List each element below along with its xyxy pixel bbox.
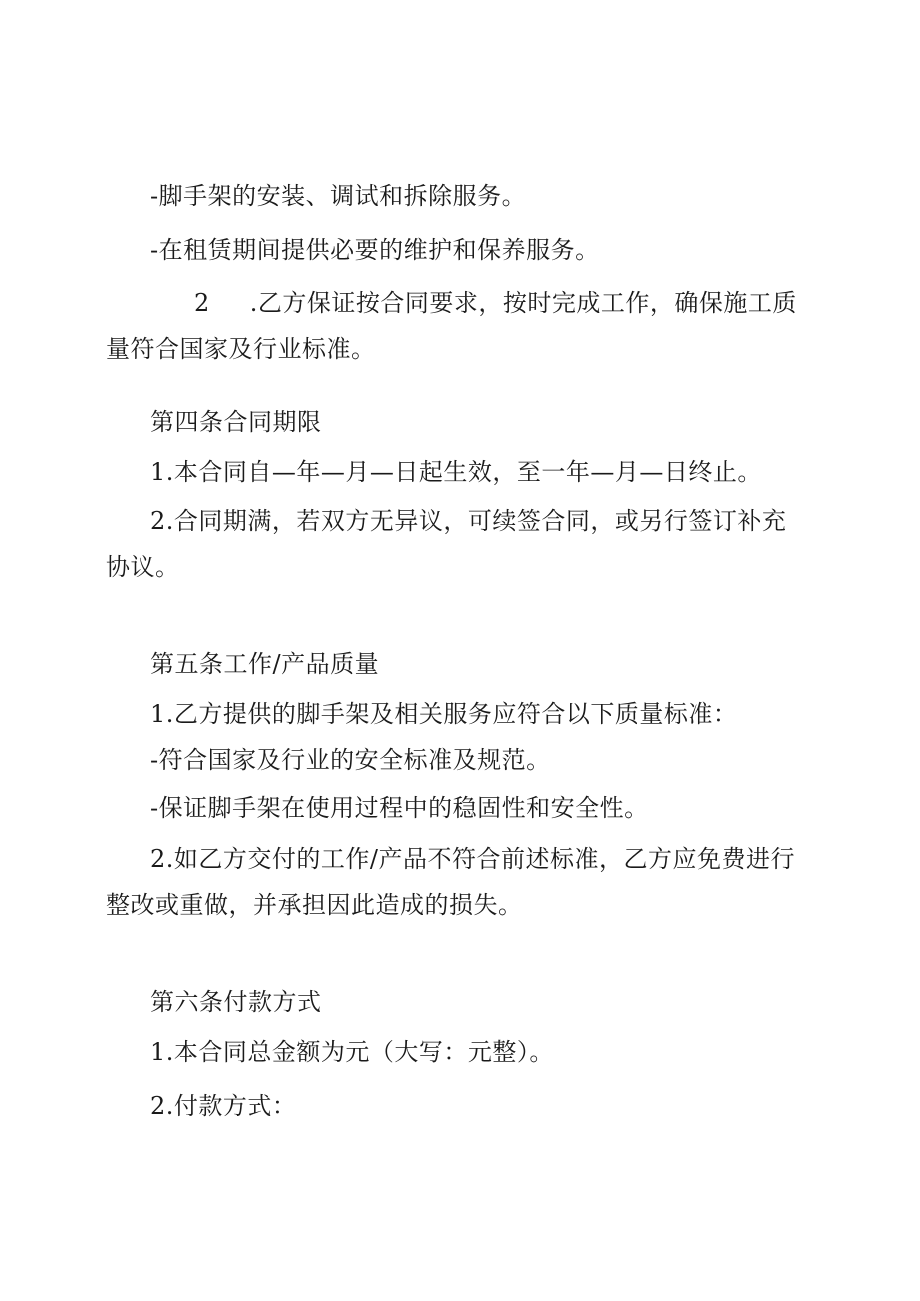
- article-5-item-1: 1.乙方提供的脚手架及相关服务应符合以下质量标准：: [150, 700, 738, 728]
- article-4-item-1: 1.本合同自—年—月—日起生效，至一年—月—日终止。: [150, 458, 762, 486]
- service-item-maintenance: -在租赁期间提供必要的维护和保养服务。: [150, 236, 600, 264]
- article-6-item-1: 1.本合同总金额为元（大写：元整）。: [150, 1038, 554, 1066]
- article-4-heading: 第四条合同期限: [150, 408, 322, 436]
- article-4-item-2: 2.合同期满，若双方无异议，可续签合同，或另行签订补充协议。: [106, 507, 787, 581]
- clause-3-item-2-number: 2: [194, 289, 210, 317]
- article-6-heading: 第六条付款方式: [150, 988, 322, 1016]
- article-5-item-2: 2.如乙方交付的工作/产品不符合前述标准，乙方应免费进行整改或重做，并承担因此造成的损失。: [106, 845, 795, 919]
- article-5-bullet-2: -保证脚手架在使用过程中的稳固性和安全性。: [150, 794, 649, 822]
- clause-3-item-2: [106, 280, 806, 372]
- article-5-bullet-1: -符合国家及行业的安全标准及规范。: [150, 746, 551, 774]
- service-item-install: -脚手架的安装、调试和拆除服务。: [150, 182, 527, 210]
- clause-3-item-2-text: .乙方保证按合同要求，按时完成工作，确保施工质量符合国家及行业标准。: [106, 289, 797, 363]
- article-6-item-2: 2.付款方式：: [150, 1092, 297, 1120]
- article-5-heading: 第五条工作/产品质量: [150, 650, 380, 678]
